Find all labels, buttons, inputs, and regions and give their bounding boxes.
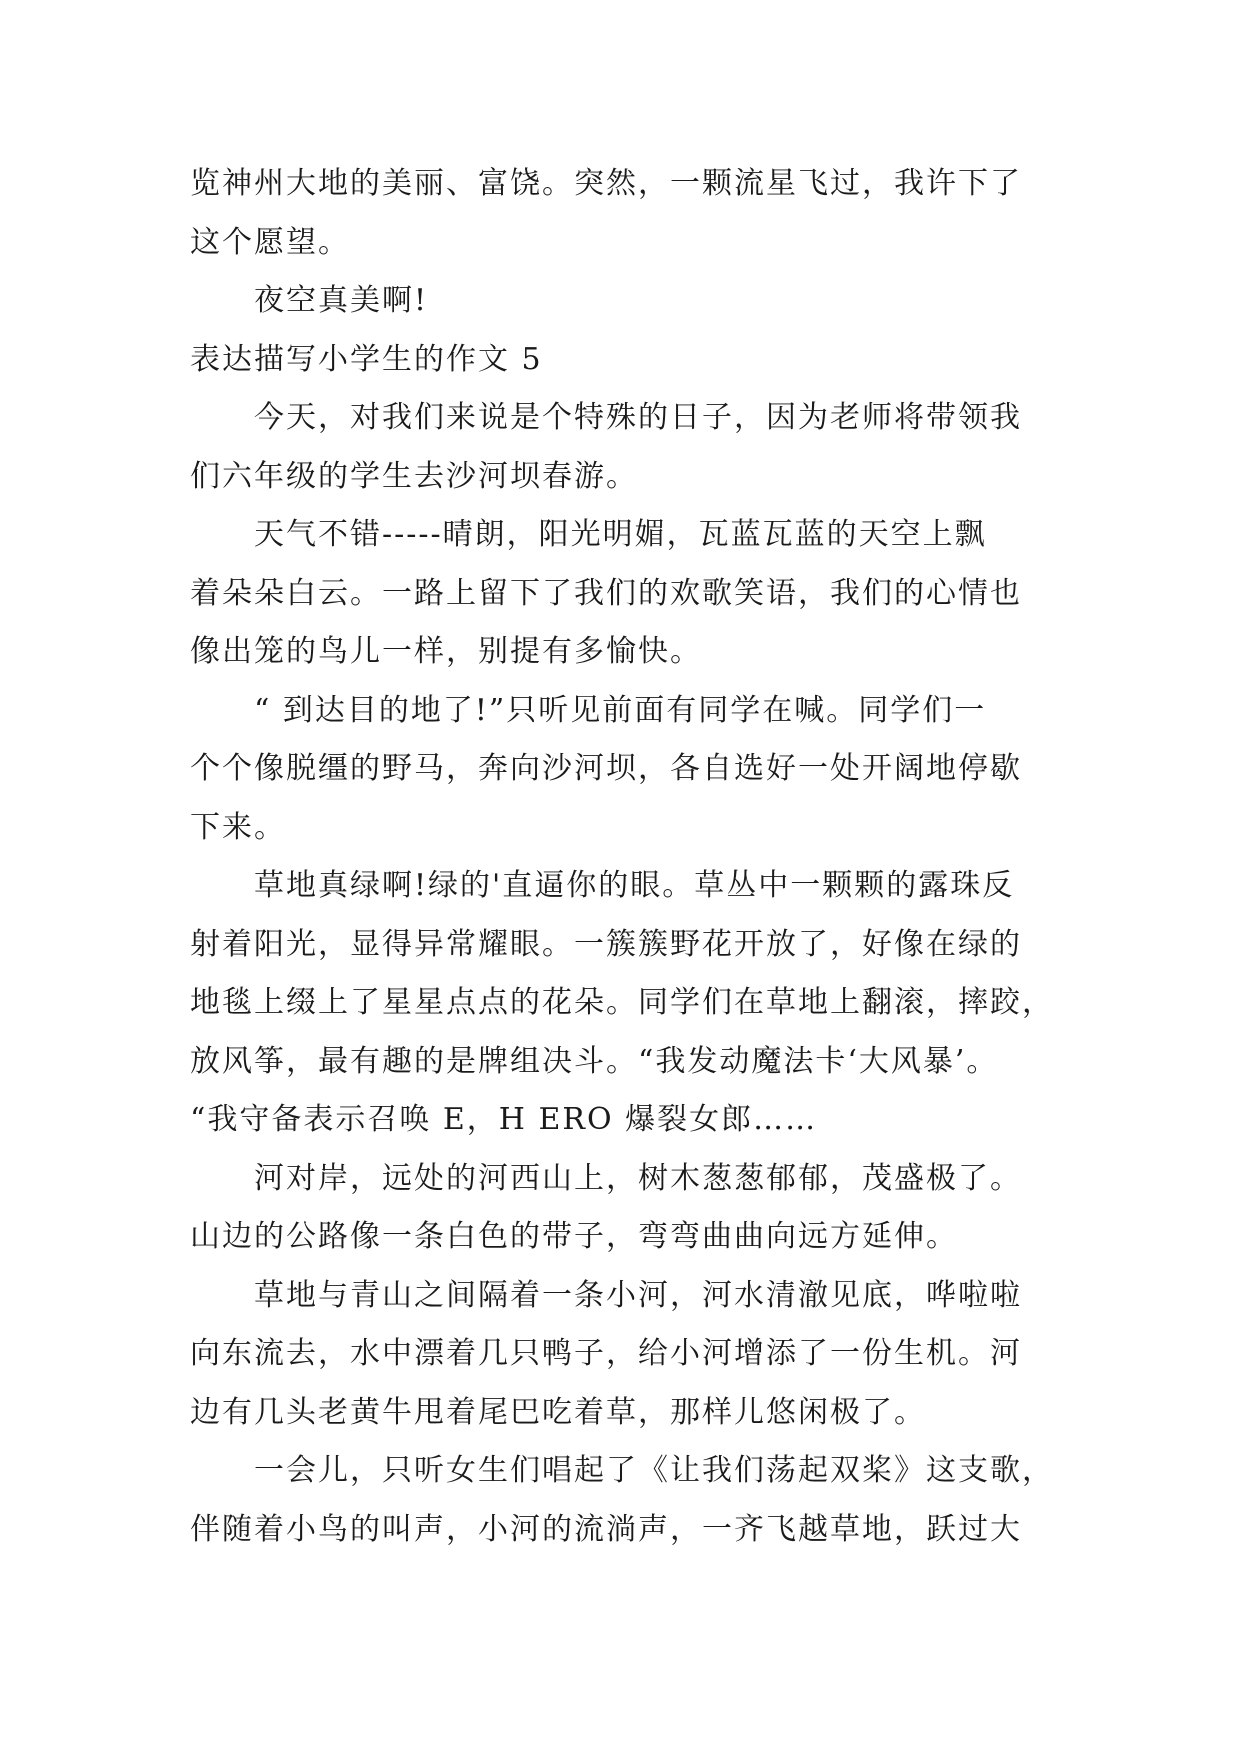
text-line: 草地真绿啊!绿的'直逼你的眼。草丛中一颗颗的露珠反 (254, 868, 1015, 903)
text-line: “ 到达目的地了!”只听见前面有同学在喊。同学们一 (254, 692, 987, 728)
text-line: 向东流去，水中漂着几只鸭子，给小河增添了一份生机。河 (190, 1336, 1022, 1371)
text-line: 地毯上缀上了星星点点的花朵。同学们在草地上翻滚，摔跤， (190, 985, 1054, 1020)
text-line: 们六年级的学生去沙河坝春游。 (190, 458, 638, 494)
text-line: 草地与青山之间隔着一条小河，河水清澈见底，哗啦啦 (254, 1277, 1022, 1313)
text-line: 一会儿，只听女生们唱起了《让我们荡起双桨》这支歌， (254, 1453, 1054, 1488)
text-line: 放风筝，最有趣的是牌组决斗。“我发动魔法卡‘大风暴’。 (190, 1043, 999, 1079)
text-line: 天气不错-----晴朗，阳光明媚，瓦蓝瓦蓝的天空上飘 (254, 517, 987, 552)
text-line: 这个愿望。 (190, 224, 350, 260)
text-line: 个个像脱缰的野马，奔向沙河坝，各自选好一处开阔地停歇 (190, 751, 1022, 786)
text-line: 着朵朵白云。一路上留下了我们的欢歌笑语，我们的心情也 (190, 575, 1022, 611)
text-line: 边有几头老黄牛甩着尾巴吃着草，那样儿悠闲极了。 (190, 1394, 926, 1430)
text-line: 河对岸，远处的河西山上，树木葱葱郁郁，茂盛极了。 (254, 1160, 1022, 1196)
document-page (190, 155, 1060, 1559)
text-line: 射着阳光，显得异常耀眼。一簇簇野花开放了，好像在绿的 (190, 926, 1022, 962)
text-line: 像出笼的鸟儿一样，别提有多愉快。 (190, 634, 702, 669)
text-line: 山边的公路像一条白色的带子，弯弯曲曲向远方延伸。 (190, 1219, 958, 1254)
text-line: 夜空真美啊! (254, 283, 429, 318)
text-line: 今天，对我们来说是个特殊的日子，因为老师将带领我 (254, 400, 1022, 435)
text-line: 览神州大地的美丽、富饶。突然，一颗流星飞过，我许下了 (190, 166, 1022, 201)
section-title: 表达描写小学生的作文 5 (190, 341, 543, 377)
text-line: “我守备表示召唤 E，H ERO 爆裂女郎…… (190, 1102, 818, 1137)
text-line: 下来。 (190, 809, 286, 845)
text-line: 伴随着小鸟的叫声，小河的流淌声，一齐飞越草地，跃过大 (190, 1511, 1022, 1547)
